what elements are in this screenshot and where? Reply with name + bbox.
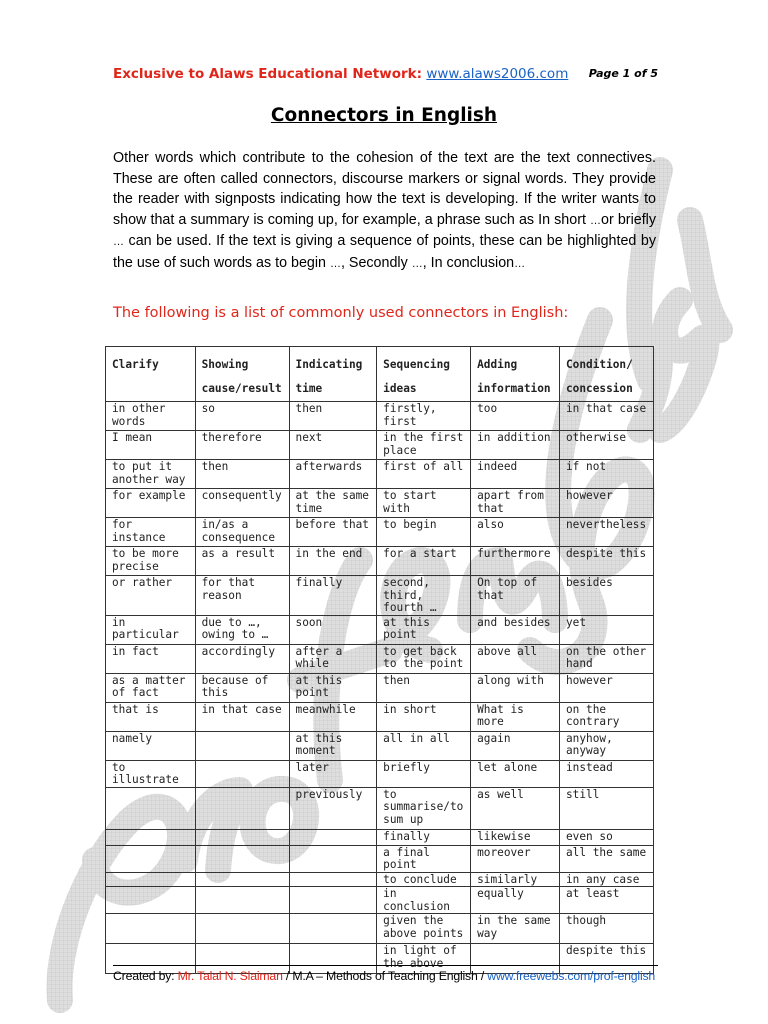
table-cell: apart from that <box>471 489 560 518</box>
table-cell: soon <box>289 615 377 644</box>
table-row <box>106 829 654 845</box>
table-row <box>106 460 654 489</box>
table-cell: in the same way <box>471 914 560 944</box>
table-cell: as a result <box>195 547 289 576</box>
table-cell: to get back to the point <box>377 644 471 673</box>
table-cell: as well <box>471 787 560 829</box>
table-cell: briefly <box>377 760 471 787</box>
table-cell: for that reason <box>195 576 289 616</box>
table-cell: instead <box>560 760 654 787</box>
table-cell: later <box>289 760 377 787</box>
table-cell: on the contrary <box>560 702 654 731</box>
column-header: Sequencing ideas <box>377 347 471 402</box>
table-cell: in that case <box>560 402 654 431</box>
table-cell: previously <box>289 787 377 829</box>
table-cell: for example <box>106 489 196 518</box>
table-cell: at this point <box>289 673 377 702</box>
table-cell: also <box>471 518 560 547</box>
table-cell <box>195 914 289 944</box>
table-cell: in fact <box>106 644 196 673</box>
table-cell: above all <box>471 644 560 673</box>
table-cell: in any case <box>560 872 654 887</box>
table-row <box>106 731 654 760</box>
table-cell: next <box>289 431 377 460</box>
table-cell: despite this <box>560 944 654 974</box>
table-cell: in/as a consequence <box>195 518 289 547</box>
table-row <box>106 845 654 872</box>
table-cell <box>106 845 196 872</box>
table-cell: then <box>289 402 377 431</box>
table-cell: to be more precise <box>106 547 196 576</box>
table-row <box>106 787 654 829</box>
table-cell: in conclusion <box>377 887 471 914</box>
table-cell <box>195 731 289 760</box>
column-header: Condition/ concession <box>560 347 654 402</box>
table-cell: on the other hand <box>560 644 654 673</box>
table-header-row <box>106 347 654 402</box>
table-cell: equally <box>471 887 560 914</box>
table-cell: yet <box>560 615 654 644</box>
list-intro-heading: The following is a list of commonly used connectors in English: <box>113 305 569 321</box>
table-cell <box>289 914 377 944</box>
table-cell: then <box>195 460 289 489</box>
column-header: Clarify <box>106 347 196 402</box>
table-cell <box>195 760 289 787</box>
table-cell: in that case <box>195 702 289 731</box>
table-cell: if not <box>560 460 654 489</box>
table-cell: though <box>560 914 654 944</box>
table-row <box>106 702 654 731</box>
table-cell: in the end <box>289 547 377 576</box>
table-row <box>106 872 654 887</box>
table-cell: firstly, first <box>377 402 471 431</box>
table-cell: after a while <box>289 644 377 673</box>
page-number: Page 1 of 5 <box>588 67 658 80</box>
table-cell <box>106 887 196 914</box>
table-cell: a final point <box>377 845 471 872</box>
table-row <box>106 402 654 431</box>
table-row <box>106 576 654 616</box>
table-cell: all in all <box>377 731 471 760</box>
table-cell: to begin <box>377 518 471 547</box>
table-row <box>106 431 654 460</box>
table-cell: then <box>377 673 471 702</box>
column-header: Indicating time <box>289 347 377 402</box>
table-cell: even so <box>560 829 654 845</box>
table-cell: similarly <box>471 872 560 887</box>
table-cell: that is <box>106 702 196 731</box>
table-cell: to summarise/to sum up <box>377 787 471 829</box>
table-cell <box>106 914 196 944</box>
page-title: Connectors in English <box>270 105 498 126</box>
table-cell: otherwise <box>560 431 654 460</box>
table-cell: anyhow, anyway <box>560 731 654 760</box>
table-cell: moreover <box>471 845 560 872</box>
table-cell: in the first place <box>377 431 471 460</box>
column-header: Showing cause/result <box>195 347 289 402</box>
table-cell: again <box>471 731 560 760</box>
table-cell: along with <box>471 673 560 702</box>
table-cell: to start with <box>377 489 471 518</box>
table-body <box>106 402 654 974</box>
table-cell <box>195 829 289 845</box>
table-cell: let alone <box>471 760 560 787</box>
table-cell: given the above points <box>377 914 471 944</box>
table-cell: in other words <box>106 402 196 431</box>
footer-link[interactable]: www.freewebs.com/prof-english <box>487 969 656 983</box>
table-cell: to illustrate <box>106 760 196 787</box>
table-cell: finally <box>289 576 377 616</box>
table-cell: too <box>471 402 560 431</box>
table-cell: namely <box>106 731 196 760</box>
table-cell: still <box>560 787 654 829</box>
table-cell <box>195 845 289 872</box>
table-cell: besides <box>560 576 654 616</box>
page-footer: Created by: Mr. Talal N. Slaiman / M.A – Methods of Teaching English / www.freewebs.com/prof-english <box>113 969 656 983</box>
table-cell: to conclude <box>377 872 471 887</box>
table-cell: therefore <box>195 431 289 460</box>
table-cell: in short <box>377 702 471 731</box>
table-cell: I mean <box>106 431 196 460</box>
table-cell: despite this <box>560 547 654 576</box>
table-cell: as a matter of fact <box>106 673 196 702</box>
website-link[interactable]: www.alaws2006.com <box>426 66 569 82</box>
table-row <box>106 518 654 547</box>
author-name: Mr. Talal N. Slaiman <box>177 969 283 983</box>
table-row <box>106 914 654 944</box>
table-cell: so <box>195 402 289 431</box>
table-cell <box>195 787 289 829</box>
table-cell: furthermore <box>471 547 560 576</box>
table-cell: What is more <box>471 702 560 731</box>
table-cell: nevertheless <box>560 518 654 547</box>
exclusive-label: Exclusive to Alaws Educational Network: <box>113 66 423 82</box>
table-row <box>106 644 654 673</box>
table-cell: all the same <box>560 845 654 872</box>
table-cell <box>106 872 196 887</box>
table-cell: before that <box>289 518 377 547</box>
table-cell: at least <box>560 887 654 914</box>
table-cell: second, third, fourth … <box>377 576 471 616</box>
table-cell: finally <box>377 829 471 845</box>
table-cell <box>195 887 289 914</box>
table-row <box>106 615 654 644</box>
table-cell: for a start <box>377 547 471 576</box>
table-cell: or rather <box>106 576 196 616</box>
intro-paragraph: Other words which contribute to the cohesion of the text are the text connectives. These are often called connectors, discourse markers or signal words. They provide the reader with signposts indicating how the text is developing. If the writer wants to show that a summary is coming up, for example, a phrase such as In short …or briefly … can be used. If the text is giving a sequence of points, these can be highlighted by the use of such words as to begin …, Secondly …, In conclusion… <box>113 150 656 271</box>
table-cell: for instance <box>106 518 196 547</box>
table-cell <box>106 829 196 845</box>
table-cell: to put it another way <box>106 460 196 489</box>
page-header <box>113 66 658 86</box>
table-cell <box>106 787 196 829</box>
table-cell: first of all <box>377 460 471 489</box>
table-cell: at this moment <box>289 731 377 760</box>
table-cell: afterwards <box>289 460 377 489</box>
table-row <box>106 547 654 576</box>
table-cell: due to …, owing to … <box>195 615 289 644</box>
table-cell: accordingly <box>195 644 289 673</box>
table-cell: in addition <box>471 431 560 460</box>
table-cell <box>289 845 377 872</box>
footer-divider <box>113 965 658 966</box>
table-cell: in particular <box>106 615 196 644</box>
table-cell: meanwhile <box>289 702 377 731</box>
table-cell: and besides <box>471 615 560 644</box>
table-cell <box>289 829 377 845</box>
table-cell <box>195 872 289 887</box>
table-row <box>106 887 654 914</box>
table-cell: because of this <box>195 673 289 702</box>
table-cell: however <box>560 673 654 702</box>
table-cell: indeed <box>471 460 560 489</box>
column-header: Adding information <box>471 347 560 402</box>
table-cell: at this point <box>377 615 471 644</box>
table-cell: likewise <box>471 829 560 845</box>
connectors-table <box>105 346 654 974</box>
table-row <box>106 760 654 787</box>
table-cell: however <box>560 489 654 518</box>
table-cell <box>289 872 377 887</box>
table-row <box>106 489 654 518</box>
table-row <box>106 673 654 702</box>
table-cell: in light of the above <box>377 944 471 974</box>
table-cell: On top of that <box>471 576 560 616</box>
table-cell: consequently <box>195 489 289 518</box>
table-cell <box>289 887 377 914</box>
table-cell: at the same time <box>289 489 377 518</box>
